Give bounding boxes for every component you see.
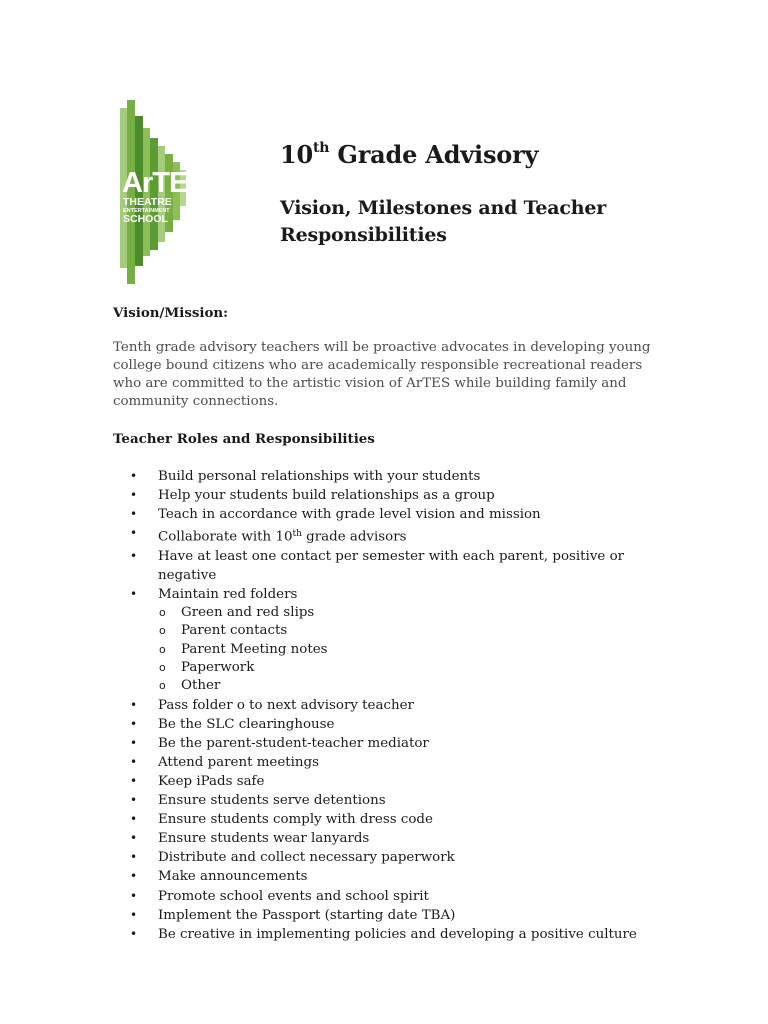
list-item: • Ensure students wear lanyards [113, 829, 673, 848]
sub-list-item: o Green and red slips [158, 604, 673, 622]
list-item: • Promote school events and school spirit [113, 887, 673, 906]
artes-logo-graphic [118, 98, 218, 286]
list-item [113, 524, 673, 547]
list-item: • Ensure students comply with dress code [113, 810, 673, 829]
list-item: • Be the SLC clearinghouse [113, 715, 673, 734]
list-item-label: Maintain red folders [158, 587, 298, 603]
list-item: • Teach in accordance with grade level vision and mission [113, 505, 673, 524]
page-title [280, 134, 740, 171]
roles-list [113, 467, 673, 944]
list-item: • Have at least one contact per semester with each parent, positive or negative [113, 547, 673, 585]
vision-text: Tenth grade advisory teachers will be proactive advocates in developing young college bound citizens who are academically responsible recreational readers who are committed to the artistic vision of ArTES while building family and community connections. [113, 340, 651, 409]
artes-logo [118, 98, 218, 286]
header [280, 134, 740, 249]
list-item: • Build personal relationships with your students [113, 467, 673, 486]
sub-list-item: o Parent contacts [158, 622, 673, 640]
vision-heading: Vision/Mission: [113, 305, 229, 321]
list-item: • Implement the Passport (starting date TBA) [113, 906, 673, 925]
list-item [113, 585, 673, 696]
logo-brand-text: ArTES [122, 167, 206, 199]
page-subtitle: Vision, Milestones and Teacher Responsibilities [280, 197, 607, 246]
folder-sublist [158, 604, 673, 695]
collab-prefix: Collaborate with 10 [158, 529, 293, 545]
collab-suffix: grade advisors [301, 529, 407, 545]
title-text: Grade Advisory [329, 140, 539, 169]
list-item: • Be creative in implementing policies and developing a positive culture [113, 925, 673, 944]
title-number: 10 [280, 140, 313, 169]
sub-list-item: o Parent Meeting notes [158, 641, 673, 659]
list-item: • Distribute and collect necessary paperwork [113, 848, 673, 867]
sub-list-item: o Paperwork [158, 659, 673, 677]
logo-line1: THEATRE [123, 196, 172, 208]
sub-list-item: o Other [158, 677, 673, 695]
list-item: • Help your students build relationships as a group [113, 486, 673, 505]
list-item: • Make announcements [113, 867, 673, 886]
title-ordinal: th [313, 140, 330, 156]
list-item: • Pass folder o to next advisory teacher [113, 696, 673, 715]
list-item: • Be the parent-student-teacher mediator [113, 734, 673, 753]
list-item: • Attend parent meetings [113, 753, 673, 772]
list-item: • Ensure students serve detentions [113, 791, 673, 810]
logo-line3: SCHOOL [123, 213, 168, 225]
logo-line2: ENTERTAINMENT [123, 208, 170, 214]
list-item: • Keep iPads safe [113, 772, 673, 791]
document-body [113, 303, 673, 944]
collab-ordinal: th [292, 529, 302, 540]
roles-heading: Teacher Roles and Responsibilities [113, 431, 375, 447]
